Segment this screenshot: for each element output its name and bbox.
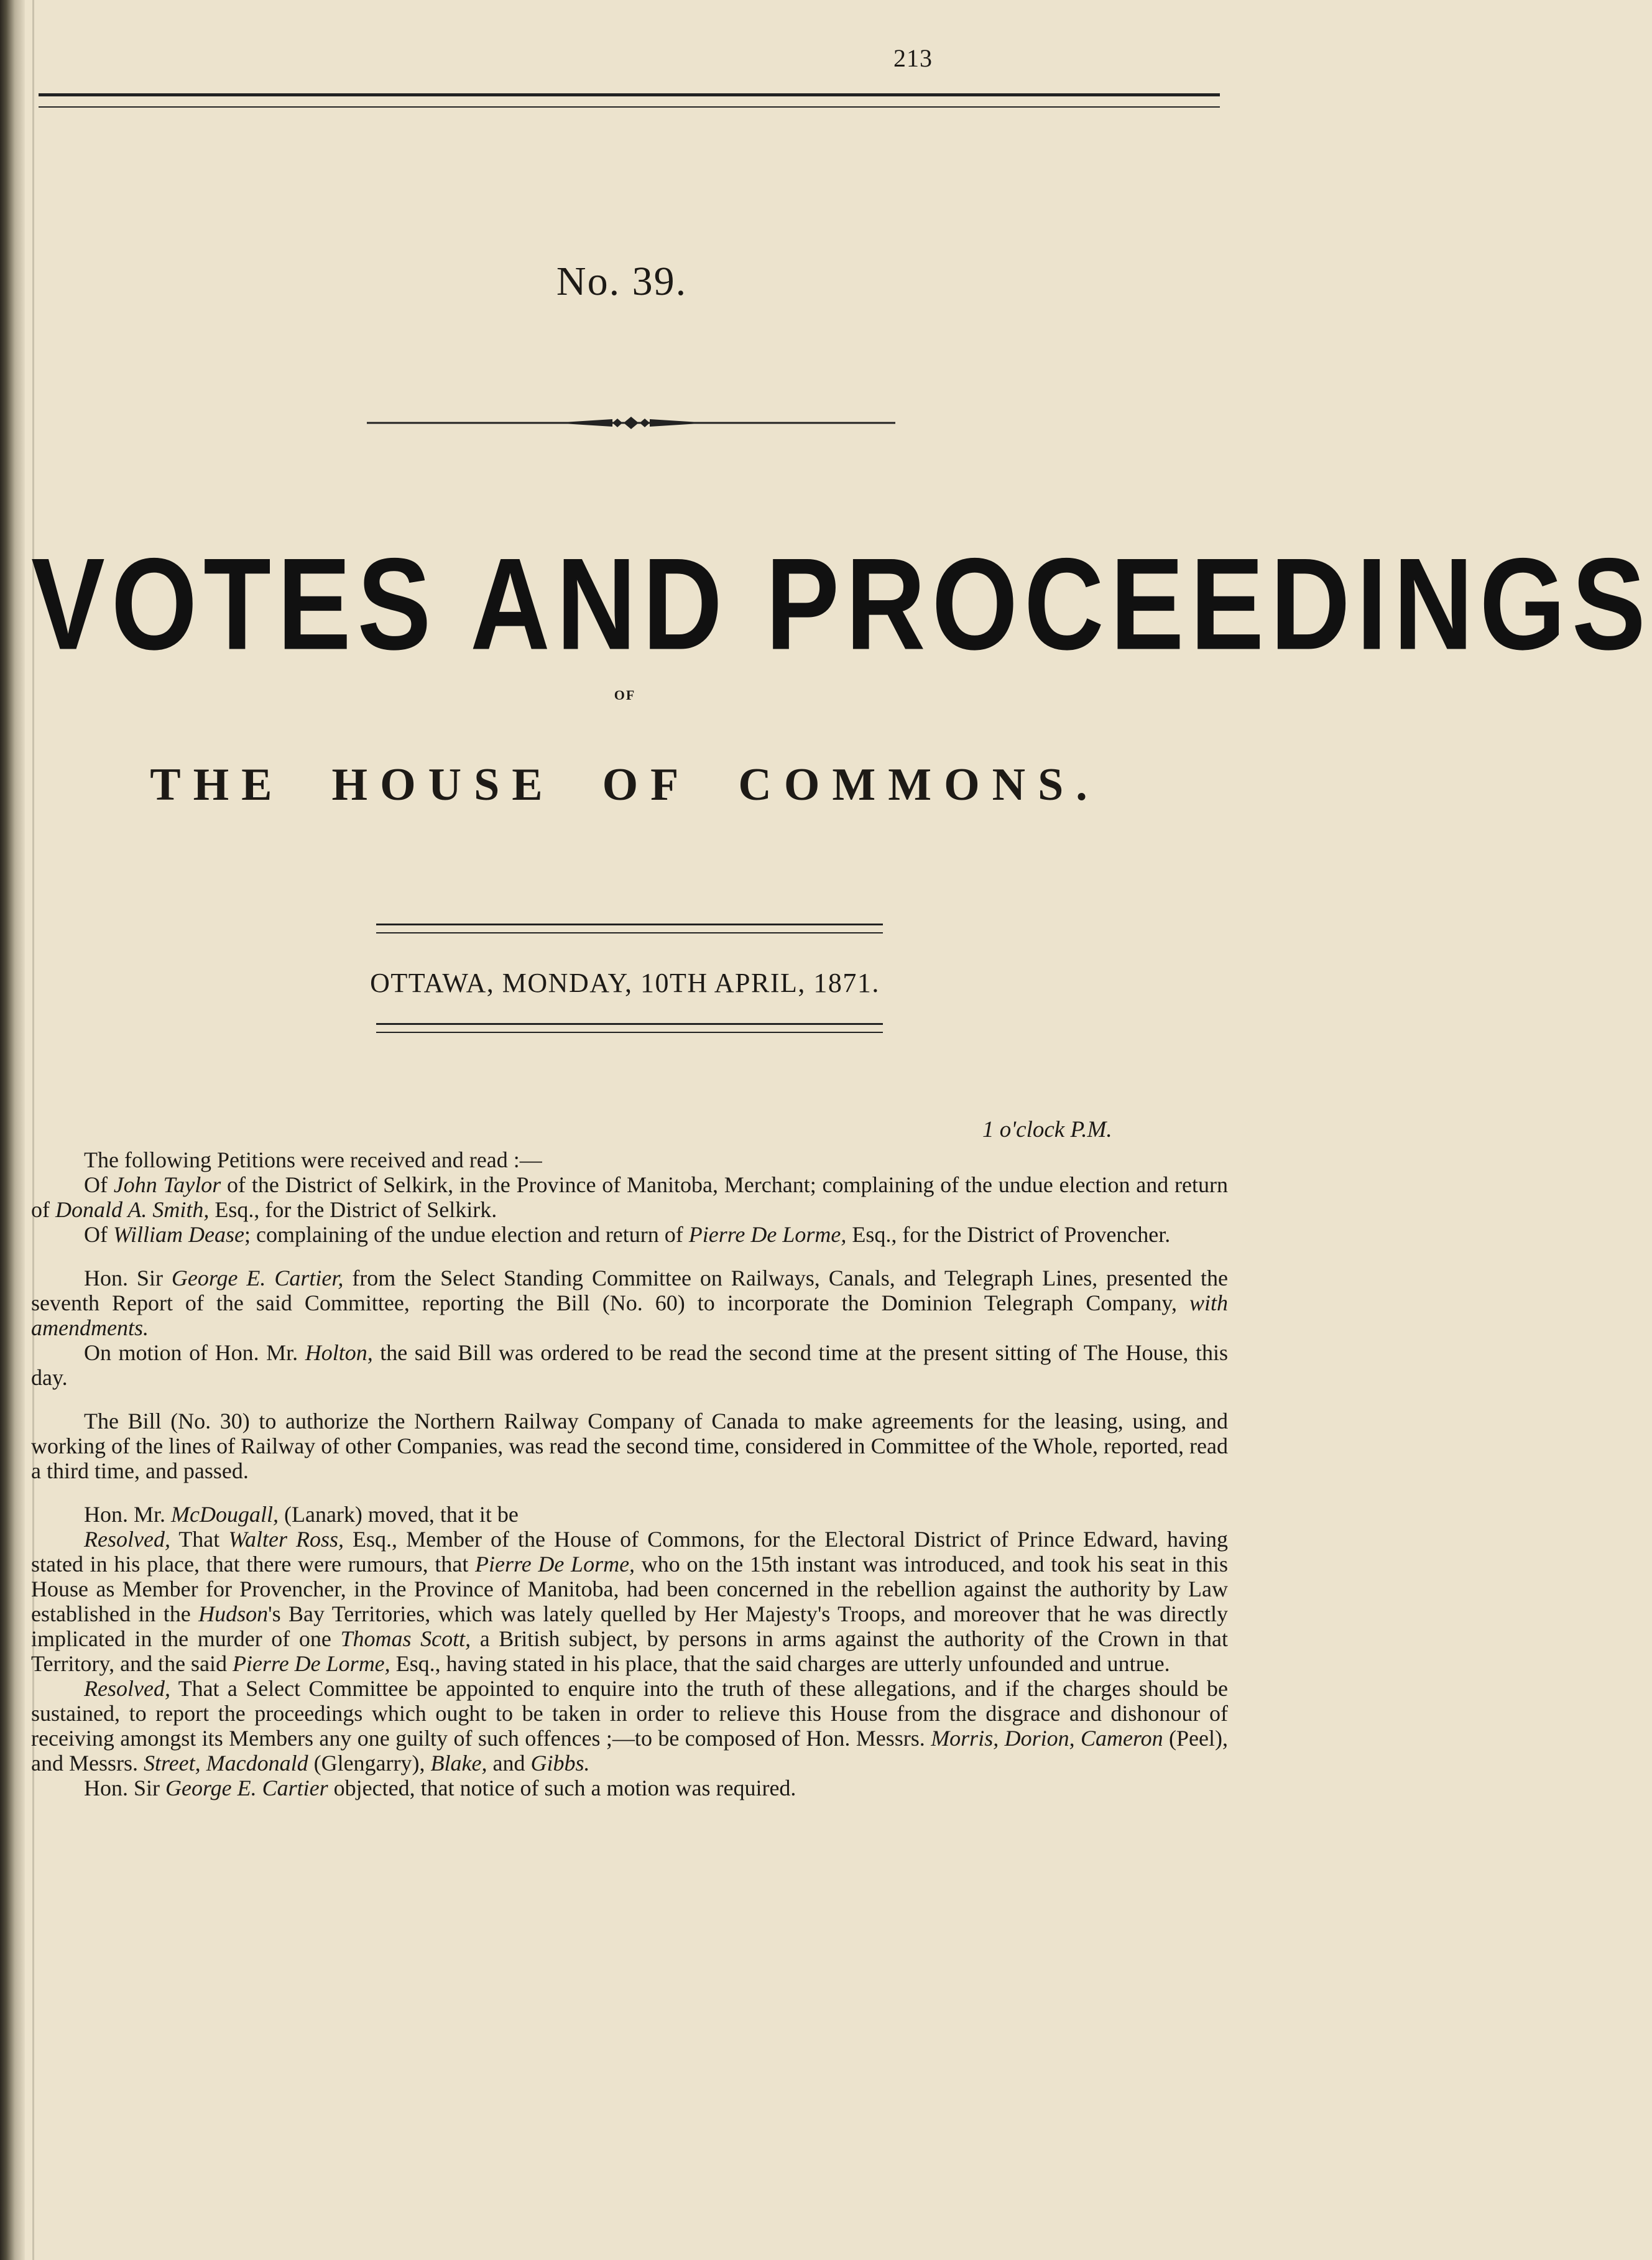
italic-name: McDougall, xyxy=(171,1502,279,1527)
italic-name: John Taylor xyxy=(113,1172,221,1197)
paragraph-text: a British subject, by persons in arms against the authority of the Crown in that Territory, and the said xyxy=(31,1626,1228,1676)
paragraph-text: Esq., having stated in his place, that the said charges are utterly unfounded and untrue. xyxy=(390,1651,1170,1676)
paragraph-text: On motion of Hon. Mr. xyxy=(84,1340,305,1365)
house-of-commons-title xyxy=(0,759,1250,812)
paragraph-text: and xyxy=(487,1751,531,1776)
paragraph xyxy=(31,1172,1228,1222)
page-number-text: 213 xyxy=(893,44,933,72)
paragraph-text: Esq., for the District of Selkirk. xyxy=(209,1197,497,1222)
paragraph-text: of the District of Selkirk, in the Province of Manitoba, Merchant; complaining of the undue election and return of xyxy=(31,1172,1228,1222)
paragraph xyxy=(31,1502,1228,1527)
paragraph xyxy=(31,1222,1228,1247)
paragraph-text: That a Select Committee be appointed to enquire into the truth of these allegations, and if the charges should be sustained, to report the proceedings which ought to be taken in order to relieve this House from the disgrace and dishonour of receiving amongst its Members any one guilty of such offences ;—to be composed of Hon. Messrs. xyxy=(31,1676,1228,1751)
italic-name: Hudson xyxy=(198,1601,269,1626)
paragraph xyxy=(31,1266,1228,1340)
italic-name: George E. Cartier xyxy=(165,1776,328,1800)
paragraph-text: the said Bill was ordered to be read the second time at the present sitting of The House, this day. xyxy=(31,1340,1228,1390)
paragraph-text: 's Bay Territories, which was lately quelled by Her Majesty's Troops, and moreover that he was directly implicated in the murder of one xyxy=(31,1601,1228,1651)
italic-name: Donald A. Smith, xyxy=(55,1197,210,1222)
ornament-divider xyxy=(367,414,895,432)
paragraph-text: The following Petitions were received and read :— xyxy=(84,1147,542,1172)
italic-name: Pierre De Lorme, xyxy=(475,1552,635,1577)
house-word-1: THE xyxy=(150,759,285,810)
paragraph-text: who on the 15th instant was introduced, and took his seat in this House as Member for Provencher, in the Province of Manitoba, had been concerned in the rebellion against the authority by Law established in the xyxy=(31,1552,1229,1626)
paragraph-text: (Lanark) moved, that it be xyxy=(278,1502,519,1527)
italic-name: Resolved, xyxy=(84,1676,170,1701)
paragraph xyxy=(31,1340,1228,1390)
house-word-4: COMMONS. xyxy=(738,759,1100,810)
binding-edge xyxy=(0,0,25,2260)
paragraph-text: The Bill (No. 30) to authorize the Northern Railway Company of Canada to make agreements for the leasing, using, and working of the lines of Railway of other Companies, was read the second time, considered in Committee of the Whole, reported, read a third time, and passed. xyxy=(31,1409,1228,1483)
sitting-time: 1 o'clock P.M. xyxy=(982,1117,1112,1142)
dateline: OTTAWA, MONDAY, 10TH APRIL, 1871. xyxy=(370,968,880,998)
paragraph xyxy=(31,1776,1228,1800)
paragraph-text: Of xyxy=(84,1222,113,1247)
italic-name: with amendments. xyxy=(31,1290,1228,1340)
house-word-2: HOUSE xyxy=(331,759,555,810)
italic-name: Walter Ross, xyxy=(228,1527,344,1552)
italic-name: William Dease xyxy=(113,1222,244,1247)
italic-name: Gibbs. xyxy=(530,1751,590,1776)
italic-name: Thomas Scott, xyxy=(340,1626,471,1651)
page-number xyxy=(0,44,1244,73)
paragraph xyxy=(31,1527,1228,1676)
paragraph xyxy=(31,1676,1228,1776)
issue-number: No. 39. xyxy=(556,259,688,304)
paragraph-text: (Peel), and Messrs. xyxy=(31,1726,1228,1776)
paragraph-text: objected, that notice of such a motion was required. xyxy=(328,1776,796,1800)
italic-name: Holton, xyxy=(305,1340,373,1365)
dateline-rule-bottom xyxy=(376,1023,883,1033)
paragraph-text: (Glengarry), xyxy=(308,1751,431,1776)
paragraph xyxy=(31,1409,1228,1483)
italic-name: Pierre De Lorme, xyxy=(233,1651,390,1676)
italic-name: Resolved, xyxy=(84,1527,170,1552)
binding-rule xyxy=(32,0,34,2260)
italic-name: George E. Cartier, xyxy=(171,1266,344,1290)
proceedings-body xyxy=(31,1147,1228,1800)
italic-name: Blake, xyxy=(430,1751,487,1776)
paragraph-text: Esq., Member of the House of Commons, for the Electoral District of Prince Edward, having stated in his place, that there were rumours, that xyxy=(31,1527,1229,1577)
paragraph-text: That xyxy=(170,1527,229,1552)
header-double-rule xyxy=(39,93,1220,108)
italic-name: Street, Macdonald xyxy=(143,1751,308,1776)
paragraph-text: Of xyxy=(84,1172,114,1197)
house-word-3: OF xyxy=(602,759,691,810)
main-title: VOTES AND PROCEEDINGS xyxy=(31,530,1652,677)
paragraph-text: from the Select Standing Committee on Railways, Canals, and Telegraph Lines, presented the seventh Report of the said Committee, reporting the Bill (No. 60) to incorporate the Dominion Telegraph Company, xyxy=(31,1266,1228,1315)
paragraph-text: ; complaining of the undue election and return of xyxy=(244,1222,689,1247)
paragraph-text: Hon. Sir xyxy=(84,1776,166,1800)
paragraph-text: Esq., for the District of Provencher. xyxy=(846,1222,1171,1247)
italic-name: Pierre De Lorme, xyxy=(688,1222,847,1247)
italic-name: Morris, Dorion, Cameron xyxy=(931,1726,1163,1751)
paragraph-text: Hon. Mr. xyxy=(84,1502,172,1527)
paragraph xyxy=(31,1147,1228,1172)
title-of: OF xyxy=(614,687,636,703)
dateline-rule-top xyxy=(376,924,883,933)
paragraph-text: Hon. Sir xyxy=(84,1266,172,1290)
